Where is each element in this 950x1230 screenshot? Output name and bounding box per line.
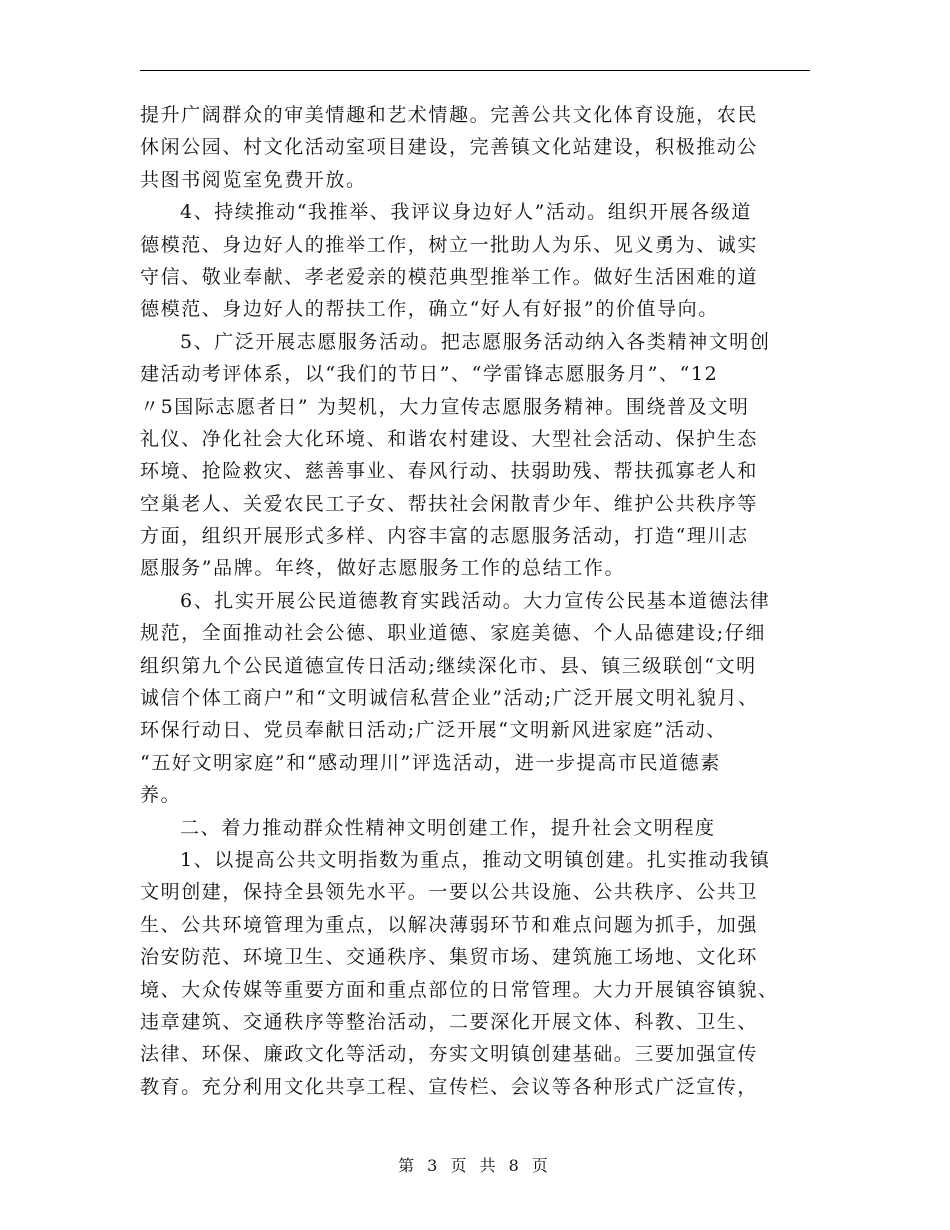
text-line: 法律、环保、廉政文化等活动，夯实文明镇创建基础。三要加强宣传: [140, 1043, 759, 1066]
text-line: 提升广阔群众的审美情趣和艺术情趣。完善公共文化体育设施，农民: [140, 104, 759, 126]
text-line: “五好文明家庭”和“感动理川”评选活动，进一步提高市民道德素: [140, 751, 721, 774]
text-line: 愿服务”品牌。年终，做好志愿服务工作的总结工作。: [140, 557, 626, 580]
text-line: 共图书阅览室免费开放。: [140, 168, 367, 191]
paragraph-start-line: 5、广泛开展志愿服务活动。把志愿服务活动纳入各类精神文明创: [180, 330, 771, 353]
paragraph-start-line: 1、以提高公共文明指数为重点，推动文明镇创建。扎实推动我镇: [180, 848, 771, 871]
section-heading: 二、着力推动群众性精神文明创建工作，提升社会文明程度: [180, 816, 716, 839]
text-line: 守信、敬业奉献、孝老爱亲的模范典型推举工作。做好生活困难的道: [140, 265, 759, 288]
text-line: 规范，全面推动社会公德、职业道德、家庭美德、个人品德建设;仔细: [140, 622, 767, 645]
text-line: 治安防范、环境卫生、交通秩序、集贸市场、建筑施工场地、文化环: [140, 946, 759, 969]
text-line: 休闲公园、村文化活动室项目建设，完善镇文化站建设，积极推动公: [140, 136, 759, 159]
text-line: 组织第九个公民道德宣传日活动;继续深化市、县、镇三级联创“文明: [140, 654, 757, 677]
text-line: 方面，组织开展形式多样、内容丰富的志愿服务活动，打造“理川志: [140, 525, 749, 548]
paragraph-start-line: 4、持续推动“我推举、我评议身边好人”活动。组织开展各级道: [180, 201, 752, 224]
text-line: 礼仪、净化社会大化环境、和谐农村建设、大型社会活动、保护生态: [140, 427, 759, 450]
header-rule: [140, 70, 810, 71]
text-line: 违章建筑、交通秩序等整治活动，二要深化开展文体、科教、卫生、: [140, 1010, 759, 1033]
text-line: 生、公共环境管理为重点，以解决薄弱环节和难点问题为抓手，加强: [140, 913, 759, 936]
text-line: 养。: [140, 784, 182, 807]
text-line: 〃5国际志愿者日” 为契机，大力宣传志愿服务精神。围绕普及文明: [140, 395, 750, 418]
paragraph-start-line: 6、扎实开展公民道德教育实践活动。大力宣传公民基本道德法律: [180, 589, 771, 612]
text-line: 环境、抢险救灾、慈善事业、春风行动、扶弱助残、帮扶孤寡老人和: [140, 460, 759, 483]
text-line: 教育。充分利用文化共享工程、宣传栏、会议等各种形式广泛宣传，: [140, 1075, 759, 1098]
text-line: 环保行动日、党员奉献日活动;广泛开展“文明新风进家庭”活动、: [140, 719, 727, 742]
text-line: 文明创建，保持全县领先水平。一要以公共设施、公共秩序、公共卫: [140, 881, 759, 904]
page-number-footer: 第 3 页 共 8 页: [398, 1156, 552, 1175]
text-line: 境、大众传媒等重要方面和重点部位的日常管理。大力开展镇容镇貌、: [140, 978, 779, 1001]
text-line: 德模范、身边好人的推举工作，树立一批助人为乐、见义勇为、诚实: [140, 233, 759, 256]
text-line: 德模范、身边好人的帮扶工作，确立“好人有好报”的价值导向。: [140, 298, 719, 321]
text-line: 空巢老人、关爱农民工子女、帮扶社会闲散青少年、维护公共秩序等: [140, 492, 759, 515]
text-line: 建活动考评体系，以“我们的节日”、“学雷锋志愿服务月”、“12: [140, 363, 719, 386]
body-text: [140, 99, 816, 1103]
text-line: 诚信个体工商户”和“文明诚信私营企业”活动;广泛开展文明礼貌月、: [140, 687, 759, 710]
